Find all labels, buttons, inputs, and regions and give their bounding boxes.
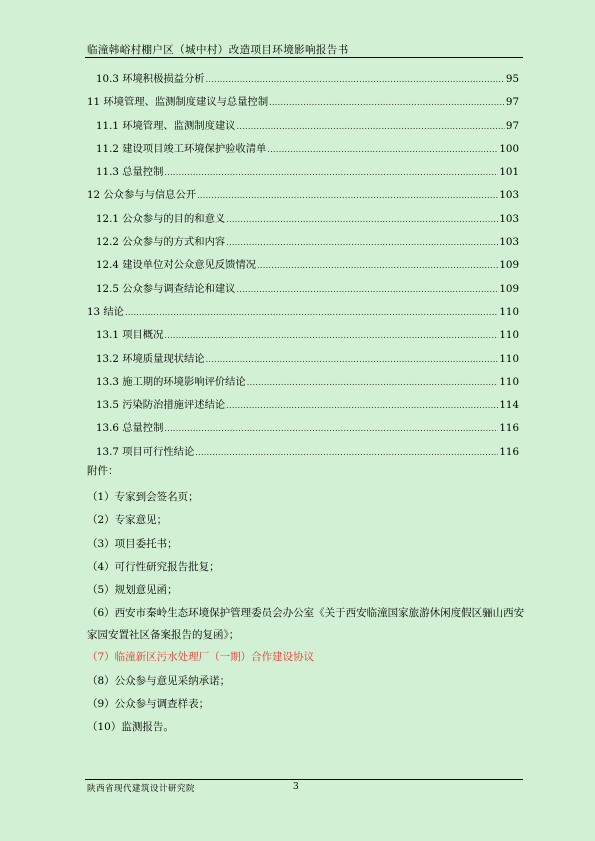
toc-leader-dots <box>226 215 498 224</box>
toc-entry-page: 110 <box>499 352 519 365</box>
toc-entry[interactable] <box>87 326 519 349</box>
toc-entry[interactable] <box>87 233 519 256</box>
toc-leader-dots <box>197 191 498 200</box>
toc-entry-page: 110 <box>499 305 519 318</box>
toc-leader-dots <box>267 145 498 154</box>
toc-entry-page: 103 <box>499 236 519 249</box>
toc-entry-title: 10.3 环境积极损益分析 <box>96 73 205 85</box>
footer-organization: 陕西省现代建筑设计研究院 <box>87 784 196 794</box>
appendix-item: （10）监测报告。 <box>87 721 174 734</box>
toc-entry[interactable] <box>87 140 519 163</box>
toc-entry-page: 97 <box>505 96 519 109</box>
toc-entry[interactable] <box>87 256 519 279</box>
toc-entry[interactable] <box>87 396 519 419</box>
appendix-item: （3）项目委托书； <box>87 537 178 550</box>
toc-leader-dots <box>236 122 504 131</box>
toc-entry-title: 13.3 施工期的环境影响评价结论 <box>96 375 246 388</box>
toc-leader-dots <box>164 424 498 433</box>
toc-entry-page: 97 <box>505 119 519 132</box>
toc-entry[interactable] <box>87 350 519 373</box>
toc-entry-title: 11 环境管理、监测制度建议与总量控制 <box>87 96 269 109</box>
toc-entry-title: 13.7 项目可行性结论 <box>96 445 195 458</box>
toc-entry-title: 12 公众参与与信息公开 <box>87 189 197 202</box>
toc-leader-dots <box>206 355 499 364</box>
toc-leader-dots <box>125 308 498 317</box>
toc-leader-dots <box>195 448 498 457</box>
toc-entry[interactable] <box>87 117 519 140</box>
appendix-item: （1）专家到会签名页； <box>87 491 199 503</box>
toc-entry[interactable] <box>87 70 519 93</box>
toc-entry-title: 11.2 建设项目竣工环境保护验收清单 <box>96 142 267 155</box>
appendix-item-highlighted: （7）临潼新区污水处理厂（一期）合作建设协议 <box>87 651 315 664</box>
toc-entry-page: 95 <box>505 73 519 85</box>
toc-entry-title: 13.2 环境质量现状结论 <box>96 352 205 365</box>
toc-entry-page: 114 <box>499 399 519 412</box>
toc-leader-dots <box>226 401 498 410</box>
toc-leader-dots <box>164 168 498 177</box>
appendix-item: （4）可行性研究报告批复； <box>87 560 220 573</box>
toc-entry-title: 11.1 环境管理、监测制度建议 <box>96 119 236 132</box>
toc-entry[interactable] <box>87 303 519 326</box>
toc-leader-dots <box>226 238 498 247</box>
toc-entry[interactable] <box>87 93 519 116</box>
toc-entry-title: 13.5 污染防治措施评述结论 <box>96 399 226 412</box>
toc-entry-page: 101 <box>499 166 519 179</box>
appendix-list <box>87 463 525 740</box>
toc-entry-title: 13.6 总量控制 <box>96 422 164 435</box>
toc-entry-page: 116 <box>499 445 519 458</box>
toc-leader-dots <box>206 75 505 84</box>
toc-entry-title: 12.4 建设单位对公众意见反馈情况 <box>96 259 257 272</box>
toc-entry-page: 103 <box>499 189 519 202</box>
toc-entry[interactable] <box>87 186 519 209</box>
toc-entry-page: 103 <box>499 212 519 225</box>
toc-entry[interactable] <box>87 163 519 186</box>
toc-entry-title: 13 结论 <box>87 305 124 318</box>
toc-entry-title: 12.5 公众参与调查结论和建议 <box>96 282 236 295</box>
table-of-contents <box>87 70 519 466</box>
toc-leader-dots <box>257 261 498 270</box>
appendix-item: （8）公众参与意见采纳承诺； <box>87 674 231 687</box>
header-divider <box>85 57 523 58</box>
appendix-item: （2）专家意见； <box>87 514 168 527</box>
appendix-item: （5）规划意见函； <box>87 584 178 597</box>
page-number: 3 <box>293 782 299 792</box>
appendix-heading: 附件： <box>87 465 119 477</box>
toc-entry[interactable] <box>87 419 519 442</box>
toc-entry[interactable] <box>87 280 519 303</box>
toc-leader-dots <box>247 378 499 387</box>
toc-leader-dots <box>269 98 505 107</box>
appendix-item: （9）公众参与调查样表； <box>87 698 210 711</box>
toc-leader-dots <box>164 331 498 340</box>
toc-leader-dots <box>236 285 498 294</box>
toc-entry-title: 12.2 公众参与的方式和内容 <box>96 236 226 249</box>
header-title: 临潼韩峪村棚户区（城中村）改造项目环境影响报告书 <box>87 44 349 56</box>
toc-entry-page: 110 <box>499 329 519 342</box>
toc-entry-page: 100 <box>499 142 519 155</box>
appendix-item: （6）西安市秦岭生态环境保护管理委员会办公室《关于西安临潼国家旅游休闲度假区骊山西安家园安置社区备案报告的复函》； <box>87 607 525 642</box>
toc-entry-page: 110 <box>499 375 519 388</box>
footer-divider <box>85 779 523 780</box>
toc-entry-page: 109 <box>499 259 519 272</box>
toc-entry-page: 116 <box>499 422 519 435</box>
toc-entry-page: 109 <box>499 282 519 295</box>
toc-entry[interactable] <box>87 373 519 396</box>
toc-entry-title: 11.3 总量控制 <box>96 166 164 179</box>
toc-entry[interactable] <box>87 210 519 233</box>
toc-entry-title: 13.1 项目概况 <box>96 329 164 342</box>
toc-entry-title: 12.1 公众参与的目的和意义 <box>96 212 226 225</box>
